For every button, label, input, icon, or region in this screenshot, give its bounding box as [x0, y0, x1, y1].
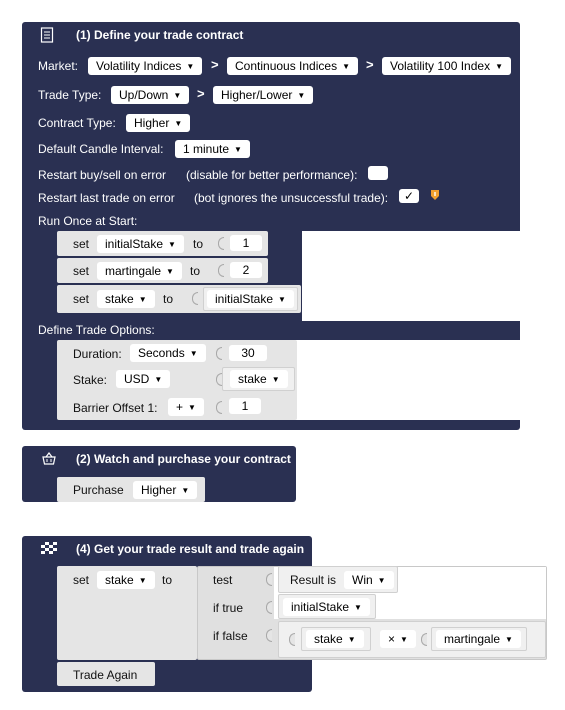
- run-once-label: Run Once at Start:: [38, 214, 138, 228]
- value-socket: [216, 401, 222, 414]
- chevron-down-icon: ▼: [186, 62, 195, 71]
- contract-type-label: Contract Type:: [38, 116, 116, 130]
- candle-interval-dropdown[interactable]: 1 minute ▼: [175, 140, 250, 158]
- if-true-label: if true: [213, 601, 244, 615]
- contract-type-dropdown[interactable]: Higher ▼: [126, 114, 190, 132]
- set-label: set: [73, 237, 90, 251]
- value-socket: [216, 347, 222, 360]
- chevron-down-icon: ▼: [138, 576, 147, 585]
- set-label: set: [73, 573, 90, 587]
- purchase-label: Purchase: [73, 483, 124, 497]
- market-label: Market:: [38, 59, 79, 73]
- restart-last-label: Restart last trade on error: [38, 191, 175, 205]
- chevron-down-icon: ▼: [271, 375, 280, 384]
- stake-label: Stake:: [73, 373, 108, 387]
- chevron-down-icon: ▼: [168, 240, 176, 249]
- chevron-down-icon: ▼: [189, 349, 198, 358]
- chevron-right-icon: >: [197, 86, 205, 101]
- mul-left-dropdown[interactable]: stake ▼: [306, 630, 364, 648]
- barrier-sign-dropdown[interactable]: + ▼: [168, 398, 204, 416]
- block-notch-lower: [270, 340, 524, 420]
- if-true-dropdown[interactable]: initialStake ▼: [283, 598, 370, 616]
- value-socket: [218, 264, 224, 277]
- document-icon: [40, 27, 54, 46]
- chevron-down-icon: ▼: [173, 91, 182, 100]
- currency-dropdown[interactable]: USD ▼: [116, 370, 170, 388]
- chevron-down-icon: ▼: [347, 635, 356, 644]
- chevron-down-icon: ▼: [138, 295, 147, 304]
- value-socket: [266, 573, 272, 586]
- trade-type-label: Trade Type:: [38, 88, 102, 102]
- restart-buysell-checkbox[interactable]: [368, 166, 388, 180]
- value-socket: [192, 292, 198, 305]
- chevron-down-icon: ▼: [154, 375, 163, 384]
- operator-dropdown[interactable]: × ▼: [380, 630, 416, 648]
- trade-subtype-dropdown[interactable]: Higher/Lower ▼: [213, 86, 313, 104]
- define-options-label: Define Trade Options:: [38, 323, 155, 337]
- mul-right-dropdown[interactable]: martingale ▼: [436, 630, 521, 648]
- block-notch: [302, 231, 524, 321]
- to-label: to: [162, 573, 173, 587]
- chevron-down-icon: ▼: [278, 295, 286, 304]
- stake-var-dropdown[interactable]: stake ▼: [230, 370, 288, 388]
- variable-dropdown-martingale[interactable]: martingale ▼: [97, 262, 182, 280]
- result-is-label: Result is: [290, 573, 337, 587]
- chevron-down-icon: ▼: [166, 267, 174, 276]
- set-label: set: [73, 292, 90, 306]
- restart-last-note: (bot ignores the unsuccessful trade):: [194, 191, 389, 205]
- chevron-down-icon: ▼: [505, 635, 513, 644]
- trade-type-dropdown[interactable]: Up/Down ▼: [111, 86, 189, 104]
- value-socket: [289, 633, 295, 646]
- value-socket: [218, 237, 224, 250]
- block4-title: (4) Get your trade result and trade again: [76, 542, 305, 556]
- chevron-right-icon: >: [366, 57, 374, 72]
- chevron-down-icon: ▼: [495, 62, 503, 71]
- symbol-dropdown[interactable]: Volatility 100 Index ▼: [382, 57, 511, 75]
- chevron-down-icon: ▼: [377, 576, 386, 585]
- barrier-offset-label: Barrier Offset 1:: [73, 401, 158, 415]
- test-label: test: [213, 573, 233, 587]
- restart-last-checkbox[interactable]: ✓: [399, 189, 419, 203]
- chevron-right-icon: >: [211, 57, 219, 72]
- chevron-down-icon: ▼: [354, 603, 362, 612]
- value-socket: [421, 633, 427, 646]
- to-label: to: [193, 237, 204, 251]
- variable-dropdown-initialstake-value[interactable]: initialStake ▼: [207, 290, 294, 308]
- candle-interval-label: Default Candle Interval:: [38, 142, 164, 156]
- purchase-dropdown[interactable]: Higher ▼: [133, 481, 197, 499]
- duration-value-input[interactable]: 30: [229, 345, 267, 361]
- to-label: to: [163, 292, 174, 306]
- chevron-down-icon: ▼: [188, 403, 196, 412]
- block1-title: (1) Define your trade contract: [76, 28, 244, 42]
- chevron-down-icon: ▼: [234, 145, 242, 154]
- trade-again-label: Trade Again: [73, 668, 138, 682]
- variable-dropdown-stake[interactable]: stake ▼: [97, 290, 155, 308]
- value-socket: [266, 629, 272, 642]
- chevron-down-icon: ▼: [174, 119, 183, 128]
- market-dropdown[interactable]: Volatility Indices ▼: [88, 57, 202, 75]
- martingale-value-input[interactable]: 2: [230, 262, 262, 278]
- chevron-down-icon: ▼: [400, 635, 408, 644]
- barrier-value-input[interactable]: 1: [229, 398, 261, 414]
- set-label: set: [73, 264, 90, 278]
- to-label: to: [190, 264, 201, 278]
- basket-icon: [41, 452, 57, 469]
- submarket-dropdown[interactable]: Continuous Indices ▼: [227, 57, 358, 75]
- chevron-down-icon: ▼: [297, 91, 306, 100]
- variable-dropdown-stake[interactable]: stake ▼: [97, 571, 155, 589]
- restart-buysell-label: Restart buy/sell on error: [38, 168, 167, 182]
- result-dropdown[interactable]: Win ▼: [344, 571, 394, 589]
- duration-label: Duration:: [73, 347, 122, 361]
- block2-title: (2) Watch and purchase your contract: [76, 452, 291, 466]
- checkered-flag-icon: [41, 542, 57, 558]
- if-false-label: if false: [213, 629, 248, 643]
- value-socket: [266, 601, 272, 614]
- chevron-down-icon: ▼: [181, 486, 190, 495]
- chevron-down-icon: ▼: [342, 62, 350, 71]
- initialstake-value-input[interactable]: 1: [230, 235, 262, 251]
- warning-icon[interactable]: [430, 189, 440, 204]
- variable-dropdown-initialstake[interactable]: initialStake ▼: [97, 235, 184, 253]
- restart-buysell-note: (disable for better performance):: [186, 168, 358, 182]
- duration-unit-dropdown[interactable]: Seconds ▼: [130, 344, 206, 362]
